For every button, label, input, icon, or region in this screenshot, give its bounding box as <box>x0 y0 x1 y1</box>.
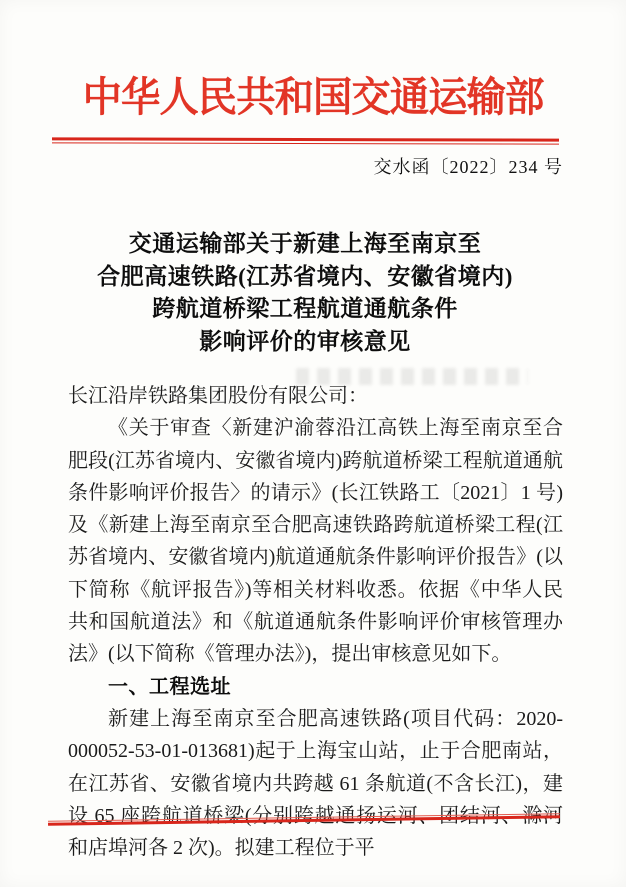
masthead-rule <box>52 137 559 144</box>
document-number: 交水函〔2022〕234 号 <box>373 157 563 177</box>
body-paragraph-intro: 《关于审查〈新建沪渝蓉沿江高铁上海至南京至合肥段(江苏省境内、安徽省境内)跨航道桥梁工程航道通航条件影响评价报告〉的请示》(长江铁路工〔2021〕1 号)及《新建上海至南京至合肥高速铁路跨航道桥梁工程(江苏省境内、安徽省境内)航道通航条件影响评价报告》(以下简称《航评报告》)等相关材料收悉。依据《中华人民共和国航道法》和《航道通航条件影响评价审核管理办法》(以下简称《管理办法》)，提出审核意见如下。 <box>68 417 563 666</box>
body-paragraph-site-selection: 新建上海至南京至合肥高速铁路(项目代码：2020-000052-53-01-013681)起于上海宝山站，止于合肥南站，在江苏省、安徽省境内共跨越 61 条航道(不含长江)，建设 65 座跨航道桥梁(分别跨越通扬运河、团结河、滁河和店埠河各 2 次)。拟建工程位于平 <box>68 707 563 860</box>
document-title-line: 跨航道桥梁工程航道通航条件 <box>152 296 458 321</box>
recipient-line: 长江沿岸铁路集团股份有限公司： <box>68 385 368 407</box>
agency-masthead: 中华人民共和国交通运输部 <box>82 74 544 120</box>
document-title-line: 影响评价的审核意见 <box>199 328 411 354</box>
document-body <box>68 380 563 864</box>
document-title-line: 交通运输部关于新建上海至南京至 <box>128 231 482 256</box>
section-heading-site-selection: 一、工程选址 <box>108 675 231 698</box>
document-title <box>40 228 570 358</box>
document-title-line: 合肥高速铁路(江苏省境内、安徽省境内) <box>97 263 513 289</box>
